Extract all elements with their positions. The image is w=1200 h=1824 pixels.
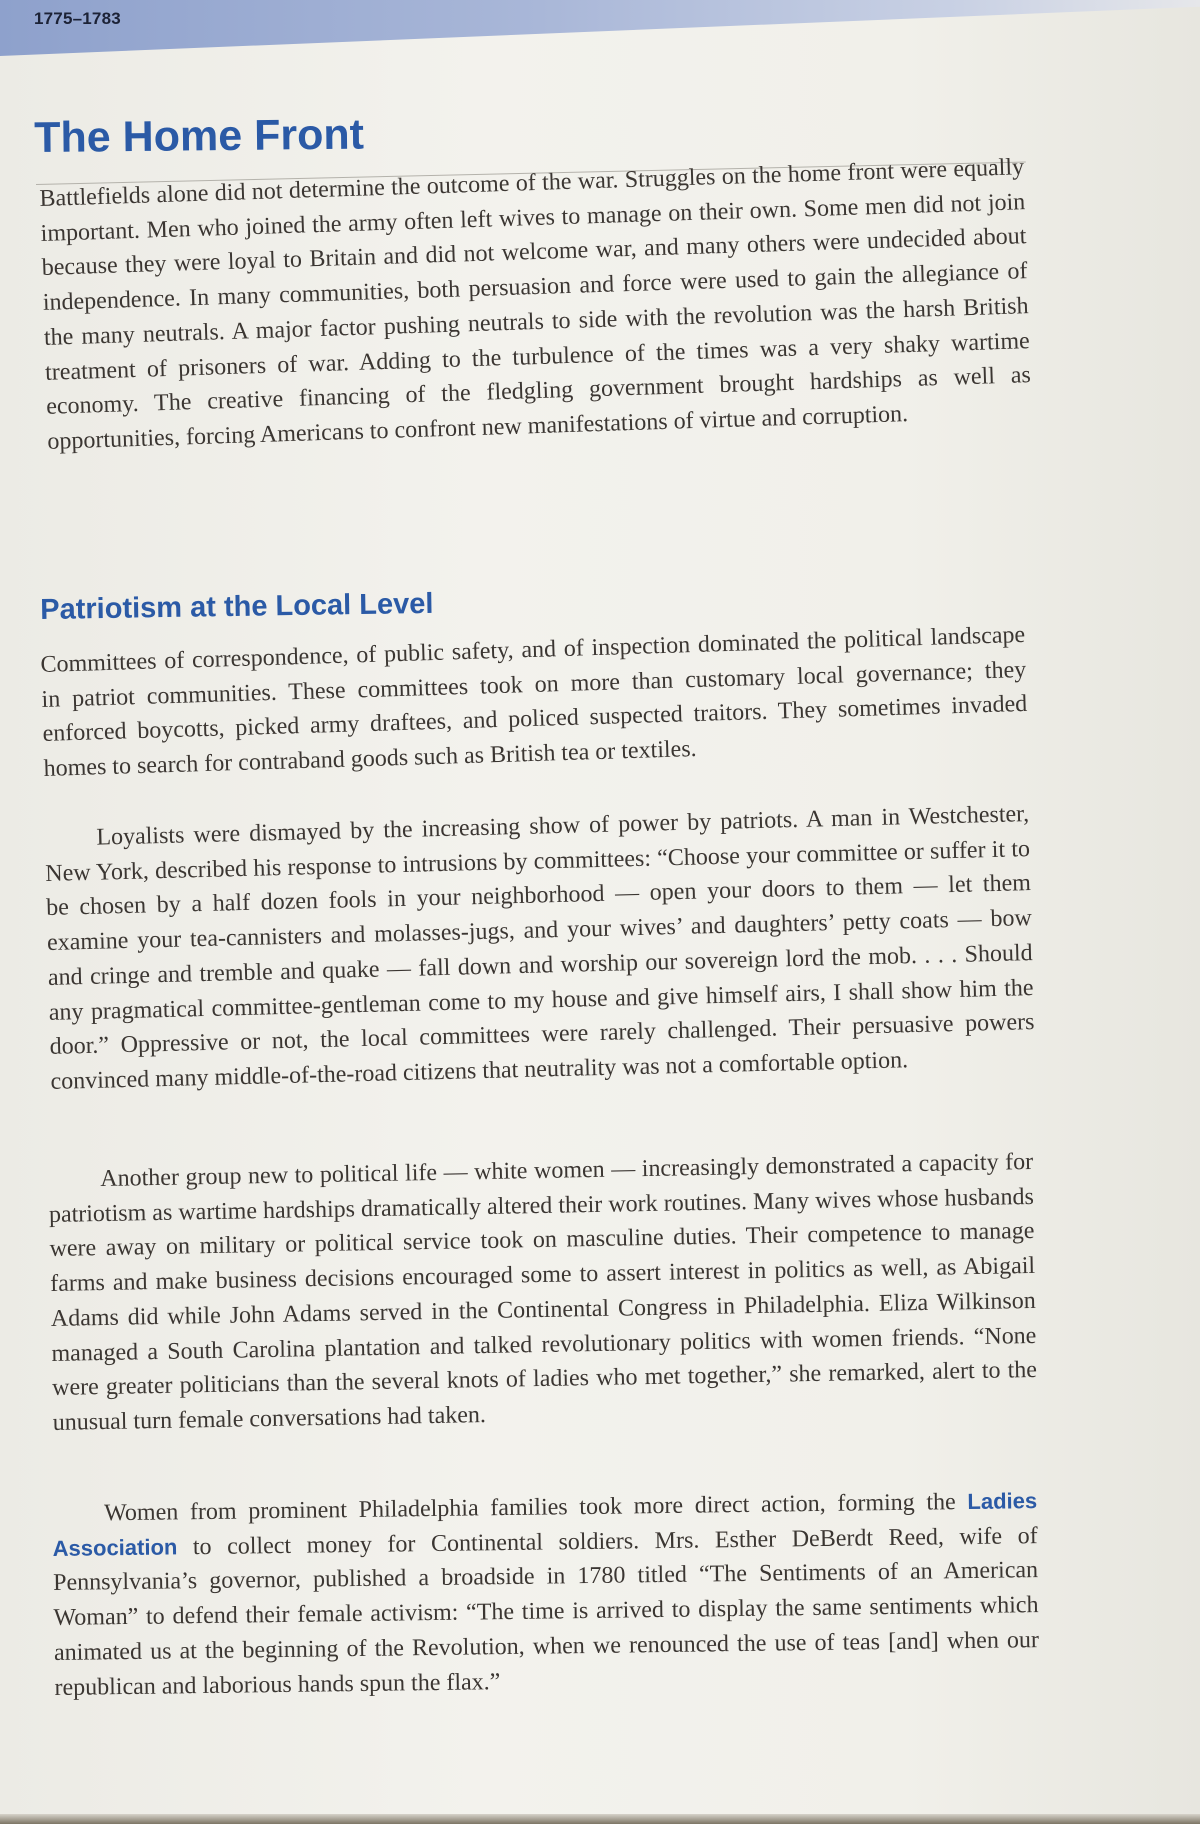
- intro-paragraph: [39, 150, 1032, 459]
- intro-text: Battlefields alone did not determine the outcome of the war. Struggles on the home front were equally important. Men who joined the army often left wives to manage on their own. Some men did not join because they were loyal to Britain and did not welcome war, and many others were undecided about independence. In many communities, both persuasion and force were used to gain the allegiance of the many neutrals. A major factor pushing neutrals to side with the revolution was the harsh British treatment of prisoners of war. Adding to the turbulence of the times was a very shaky wartime economy. The creative financing of the fledgling government brought hardships as well as opportunities, forcing Americans to confront new manifestations of virtue and corruption.: [39, 154, 1032, 455]
- ladies-association-paragraph: [52, 1484, 1040, 1705]
- loyalists-paragraph: [44, 797, 1036, 1099]
- header-band: [0, 0, 1200, 56]
- key-term-ladies-association: Ladies Association: [52, 1488, 1038, 1561]
- committees-paragraph: [40, 618, 1029, 787]
- paragraph-text-start: Women from prominent Philadelphia families took more direct action, forming the: [104, 1489, 956, 1527]
- paragraph-text-end: to collect money for Continental soldiers. Mrs. Esther DeBerdt Reed, wife of Pennsylvania’s governor, published a broadside in 1780 titled “The Sentiments of an American Woman” to defend their female activism: “The time is arrived to display the same sentiments which animated us at the beginning of the Revolution, when we renounced the use of teas [and] when our republican and laborious hands spun the flax.”: [52, 1522, 1040, 1701]
- section-title: The Home Front: [34, 110, 365, 162]
- paragraph-text: Committees of correspondence, of public safety, and of inspection dominated the political landscape in patriot communities. These committees took on more than customary local governance; they enforced boycotts, picked army draftees, and policed suspected traitors. They sometimes invaded homes to search for contraband goods such as British tea or textiles.: [40, 621, 1028, 783]
- page-bottom-edge: [0, 1814, 1200, 1824]
- paragraph-text: Another group new to political life — white women — increasingly demonstrated a capacity for patriotism as wartime hardships dramatically altered their work routines. Many wives whose husbands were away on military or political service took on masculine duties. Their competence to manage farms and make business decisions encouraged some to assert interest in politics as well, as Abigail Adams did while John Adams served in the Continental Congress in Philadelphia. Eliza Wilkinson managed a South Carolina plantation and talked revolutionary politics with women friends. “None were greater politicians than the several knots of ladies who met together,” she remarked, alert to the unusual turn female conversations had taken.: [48, 1148, 1038, 1436]
- paragraph-text: Loyalists were dismayed by the increasing show of power by patriots. A man in Westchester, New York, described his response to intrusions by committees: “Choose your committee or suffer it to be chosen by a half dozen fools in your neighborhood — open your doors to them — let them examine your tea-cannisters and molasses-jugs, and your wives’ and daughters’ petty coats — bow and cringe and tremble and quake — fall down and worship our sovereign lord the mob. . . . Should any pragmatical committee-gentleman come to my house and give himself airs, I shall show him the door.” Oppressive or not, the local committees were rarely challenged. Their persuasive powers convinced many middle-of-the-road citizens that neutrality was not a comfortable option.: [44, 801, 1035, 1095]
- paragraph-text: [52, 1484, 1040, 1705]
- women-paragraph: [48, 1145, 1038, 1441]
- running-head-dates: 1775–1783: [34, 9, 121, 28]
- subsection-title: Patriotism at the Local Level: [40, 587, 434, 626]
